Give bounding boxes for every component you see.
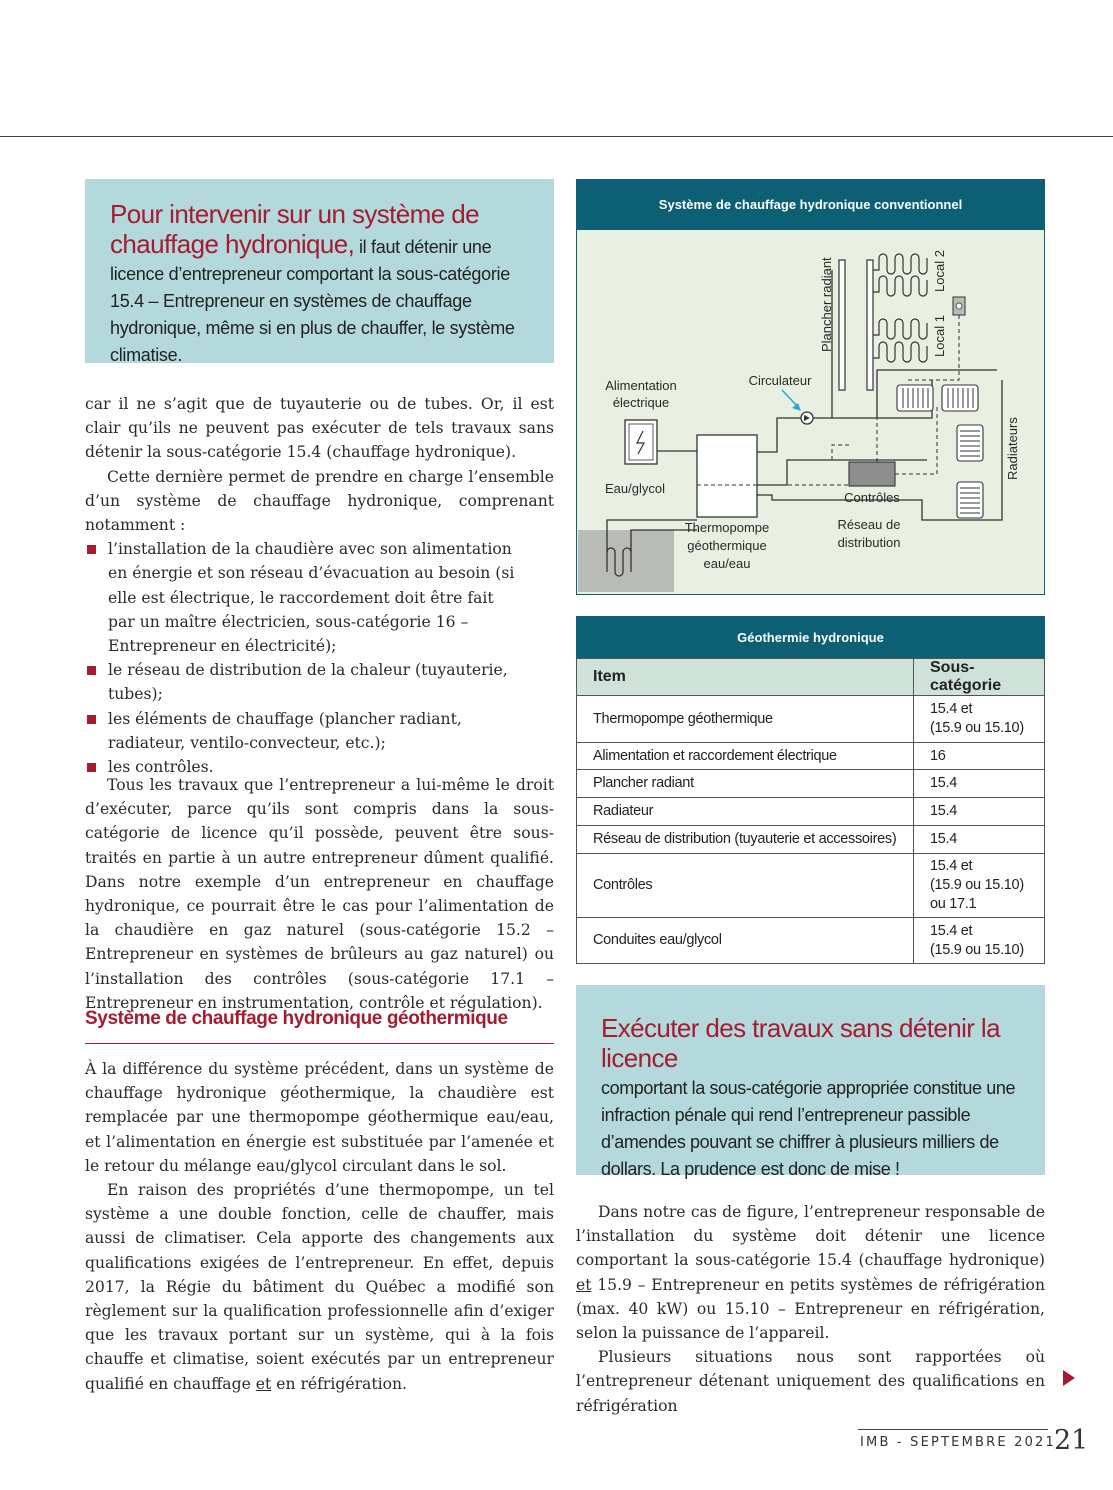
bullet-list (85, 537, 554, 779)
radiant-floor-coil-icon (873, 254, 927, 274)
table-cell-subcategory: 15.4 et (15.9 ou 15.10) (914, 918, 1045, 964)
diagram-label-plancher: Plancher radiant (819, 257, 834, 352)
table-cell-subcategory: 15.4 (914, 798, 1045, 826)
section-heading-rule (85, 1043, 554, 1044)
column-left-geothermal (85, 1057, 554, 1396)
column-header-subcategory: Sous-catégorie (914, 659, 1045, 696)
callout-text (601, 1015, 1021, 1183)
paragraph: À la différence du système précédent, dans un système de chauffage hydronique géothermique, la chaudière est remplacée par une thermopompe géothermique eau/eau, et l’alimentation en énergie est substituée par l’amenée et le retour du mélange eau/glycol circulant dans le sol. (85, 1060, 554, 1175)
paragraph: car il ne s’agit que de tuyauterie ou de tubes. Or, il est clair qu’ils ne peuvent pas exécuter de tels travaux sans détenir la sous-catégorie 15.4 (chauffage hydronique). (85, 395, 554, 462)
table-cell-item: Alimentation et raccordement électrique (577, 743, 914, 770)
footer-publication: IMB - SEPTEMBRE 2021 (860, 1435, 1056, 1450)
list-item (85, 658, 554, 706)
table-cell-subcategory: 16 (914, 743, 1045, 770)
list-item-text: le réseau de distribution de la chaleur (tuyauterie, tubes); (108, 661, 508, 704)
controls-box (849, 462, 895, 486)
column-right-text (576, 1200, 1045, 1418)
table-row (577, 743, 1045, 770)
radiator-icon (957, 482, 983, 518)
callout-text (110, 201, 530, 369)
table-cell-item: Réseau de distribution (tuyauterie et accessoires) (577, 826, 914, 854)
callout-licence-requirement (85, 179, 554, 363)
diagram-label-alimentation: Alimentation (605, 378, 677, 393)
table-cell-item: Conduites eau/glycol (577, 918, 914, 964)
list-item-text: les contrôles. (108, 758, 214, 777)
table-row (577, 918, 1045, 964)
list-item (85, 537, 554, 658)
section-heading: Système de chauffage hydronique géothermique (85, 1008, 508, 1029)
table-cell-item: Contrôles (577, 854, 914, 918)
diagram-label-thermopompe: eau/eau (703, 556, 751, 571)
diagram-label-radiateurs: Radiateurs (1005, 417, 1020, 480)
paragraph-text: en réfrigération. (271, 1374, 407, 1393)
column-left-subcontracting (85, 773, 554, 1015)
table-row (577, 854, 1045, 918)
callout-penal-warning (576, 985, 1045, 1179)
diagram-drawing (577, 230, 1044, 594)
radiator-icon (897, 385, 933, 411)
list-item (85, 707, 554, 755)
ground-block (578, 530, 674, 592)
table-row (577, 696, 1045, 743)
list-item-text: les éléments de chauffage (plancher radiant, radiateur, ventilo-convecteur, etc.); (108, 709, 462, 752)
underlined-word: et (255, 1374, 272, 1393)
hydronic-system-diagram (576, 179, 1045, 595)
underlined-word: et (576, 1275, 592, 1294)
diagram-label-local1: Local 1 (932, 315, 947, 357)
radiator-icon (942, 385, 978, 411)
continue-arrow-icon (1063, 1370, 1075, 1386)
radiator-icon (957, 425, 983, 461)
radiant-floor-coil-icon (873, 342, 927, 362)
table-cell-item: Thermopompe géothermique (577, 696, 914, 743)
callout-lead: Pour intervenir sur un système de chauffage hydronique, (110, 199, 479, 259)
diagram-label-reseau: Réseau de (837, 517, 901, 532)
bullet-square-icon (87, 666, 96, 675)
top-rule (0, 136, 1113, 137)
radiant-floor-coil-icon (873, 319, 927, 339)
paragraph (576, 1200, 1045, 1345)
diagram-label-thermopompe: Thermopompe (684, 520, 770, 535)
paragraph-text: 15.9 – Entrepreneur en petits systèmes de réfrigération (max. 40 kW) ou 15.10 – Entrepreneur en réfrigération, selon la puissance de l’appareil. (576, 1275, 1045, 1343)
table-cell-subcategory: 15.4 et (15.9 ou 15.10) (914, 696, 1045, 743)
list-item-text: l’installation de la chaudière avec son alimentation en énergie et son réseau d’évacuation au besoin (si elle est électrique, le raccordement doit être fait par un maître électricien, sous-catégorie 16 – Entrepreneur en électricité); (108, 540, 515, 656)
bullet-square-icon (87, 763, 96, 772)
footer-rule (858, 1429, 1048, 1430)
table-row (577, 770, 1045, 798)
column-left-intro (85, 392, 554, 779)
table-cell-subcategory: 15.4 et (15.9 ou 15.10) ou 17.1 (914, 854, 1045, 918)
page-number: 21 (1054, 1425, 1089, 1456)
diagram-label-reseau: distribution (837, 535, 901, 550)
geothermal-table-panel (576, 616, 1045, 964)
table-row (577, 798, 1045, 826)
table-title: Géothermie hydronique (576, 616, 1045, 658)
callout-lead: Exécuter des travaux sans détenir la licence (601, 1013, 1000, 1073)
table-row (577, 826, 1045, 854)
table-cell-item: Plancher radiant (577, 770, 914, 798)
callout-body: comportant la sous-catégorie appropriée constitue une infraction pénale qui rend l’entrepreneur passible d’amendes pouvant se chiffrer à plusieurs milliers de dollars. La prudence est donc de mise ! (601, 1078, 1016, 1179)
thermostat-icon (956, 303, 962, 309)
paragraph-text: En raison des propriétés d’une thermopompe, un tel système a une double fonction, celle de chauffer, mais aussi de climatiser. Cela apporte des changements aux qualifications exigées de l’entrepreneur. En effet, depuis 2017, la Régie du bâtiment du Québec a modifié son règlement sur la qualification professionnelle afin d’exiger que les travaux portant sur un système, qui à la fois chauffe et climatise, soient exécutés par un entrepreneur qualifié en chauffage (85, 1181, 554, 1393)
diagram-label-eau-glycol: Eau/glycol (605, 481, 665, 496)
power-supply-box (625, 420, 657, 464)
paragraph (85, 1178, 554, 1396)
diagram-label-circulateur: Circulateur (748, 373, 812, 388)
callout-body: il faut détenir une licence d’entrepreneur comportant la sous-catégorie 15.4 – Entrepreneur en systèmes de chauffage hydronique, même si en plus de chauffer, le système climatise. (110, 237, 515, 365)
bullet-square-icon (87, 545, 96, 554)
diagram-label-alimentation: électrique (612, 395, 670, 410)
column-header-item: Item (577, 659, 914, 696)
paragraph-text: Dans notre cas de figure, l’entrepreneur responsable de l’installation du système doit détenir une licence comportant la sous-catégorie 15.4 (chauffage hydronique) (576, 1203, 1045, 1270)
paragraph: Plusieurs situations nous sont rapportées où l’entrepreneur détenant uniquement des qualifications en réfrigération (576, 1348, 1045, 1415)
diagram-label-controles: Contrôles (844, 490, 900, 505)
table-cell-subcategory: 15.4 (914, 770, 1045, 798)
diagram-title: Système de chauffage hydronique conventionnel (577, 180, 1044, 230)
heat-pump-box (697, 435, 757, 517)
paragraph: Tous les travaux que l’entrepreneur a lui-même le droit d’exécuter, parce qu’ils sont compris dans la sous-catégorie de licence qu’il possède, peuvent être sous-traités en partie à un autre entrepreneur dûment qualifié. Dans notre exemple d’un entrepreneur en chauffage hydronique, ce pourrait être le cas pour l’alimentation de la chaudière en gaz naturel (sous-catégorie 15.2 – Entrepreneur en systèmes de brûleurs au gaz naturel) ou l’installation des contrôles (sous-catégorie 17.1 – Entrepreneur en instrumentation, contrôle et régulation). (85, 776, 554, 1012)
bullet-square-icon (87, 715, 96, 724)
radiant-floor-coil-icon (873, 276, 927, 296)
table-header-row (577, 659, 1045, 696)
table-cell-item: Radiateur (577, 798, 914, 826)
table-cell-subcategory: 15.4 (914, 826, 1045, 854)
diagram-label-thermopompe: géothermique (687, 538, 767, 553)
geothermal-table (576, 658, 1045, 964)
diagram-label-local2: Local 2 (932, 250, 947, 292)
paragraph: Cette dernière permet de prendre en charge l’ensemble d’un système de chauffage hydronique, comprenant notamment : (85, 467, 554, 535)
